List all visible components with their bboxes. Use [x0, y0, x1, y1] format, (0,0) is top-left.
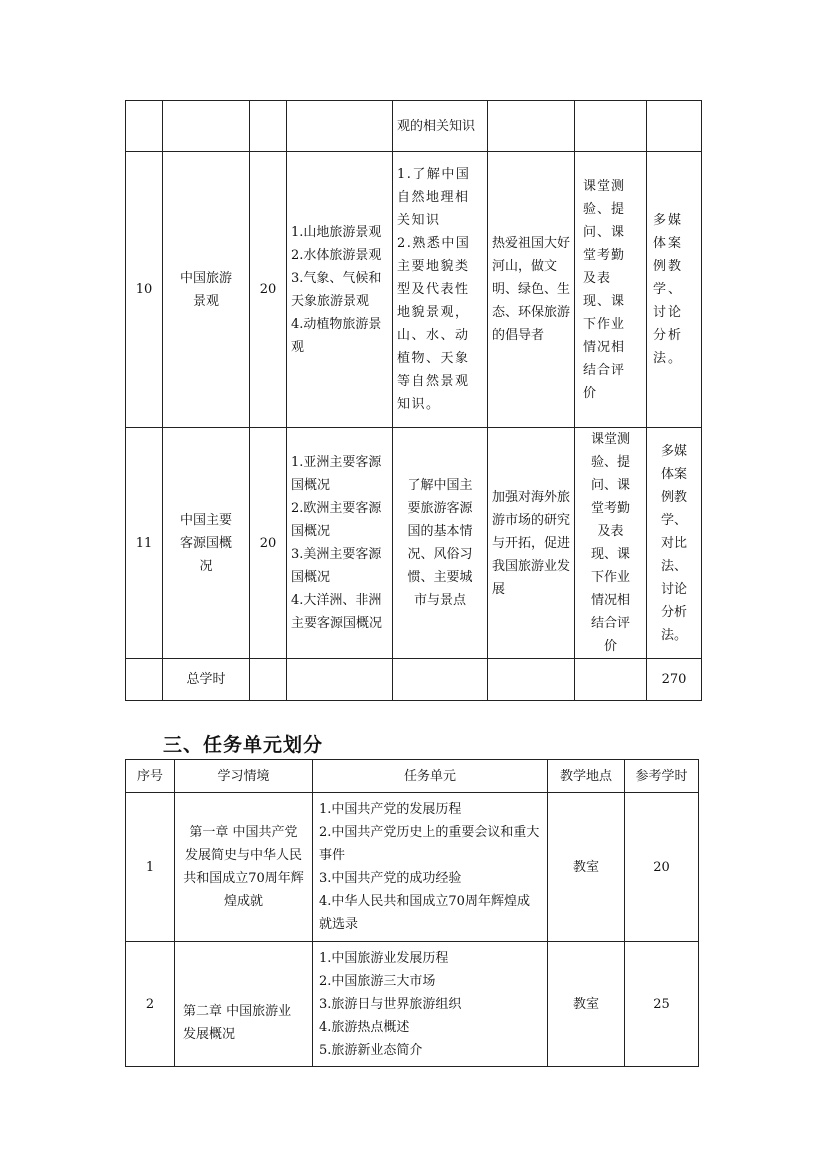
topic-cell: 中国主要客源国概况 — [163, 428, 250, 659]
header-cell: 任务单元 — [313, 760, 548, 793]
hours-cell: 20 — [250, 152, 287, 428]
unit-line: 2.中国旅游三大市场 — [319, 973, 436, 989]
quality-cell: 热爱祖国大好河山，做文明、绿色、生态、环保旅游的倡导者 — [488, 152, 575, 428]
hours-cell: 20 — [250, 428, 287, 659]
unit-line: 1.中国旅游业发展历程 — [319, 950, 449, 966]
scenario-cell: 第一章 中国共产党发展简史与中华人民共和国成立70周年辉煌成就 — [175, 793, 313, 942]
scenario-cell: 第二章 中国旅游业发展概况 — [175, 942, 313, 1067]
hours-cell: 20 — [625, 793, 699, 942]
knowledge-line: 1.了解中国自然地理相关知识 — [397, 167, 471, 228]
content-line: 2.水体旅游景观 — [291, 247, 382, 263]
curriculum-table — [125, 100, 702, 701]
topic-cell: 中国旅游景观 — [163, 152, 250, 428]
unit-line: 2.中国共产党历史上的重要会议和重大事件 — [319, 825, 540, 863]
header-cell: 学习情境 — [175, 760, 313, 793]
unit-line: 4.旅游热点概述 — [319, 1019, 410, 1035]
table-row — [126, 428, 702, 659]
header-cell: 参考学时 — [625, 760, 699, 793]
unit-line: 4.中华人民共和国成立70周年辉煌成就选录 — [319, 894, 530, 932]
knowledge-line: 2.熟悉中国主要地貌类型及代表性地貌景观，山、水、动植物、天象等自然景观知识。 — [397, 236, 471, 412]
content-cell — [287, 152, 393, 428]
header-cell: 序号 — [126, 760, 175, 793]
task-unit-table — [125, 759, 699, 1067]
knowledge-cell: 观的相关知识 — [393, 101, 488, 152]
method-cell: 多媒体案例教学、讨论分析法。 — [647, 152, 702, 428]
table-row — [126, 793, 699, 942]
total-value: 270 — [647, 659, 702, 701]
place-cell: 教室 — [548, 942, 625, 1067]
units-cell — [313, 942, 548, 1067]
unit-line: 5.旅游新业态简介 — [319, 1042, 423, 1058]
unit-line: 3.旅游日与世界旅游组织 — [319, 996, 462, 1012]
place-cell: 教室 — [548, 793, 625, 942]
content-line: 3.美洲主要客源国概况 — [291, 547, 382, 585]
table-row — [126, 101, 702, 152]
assessment-cell: 课堂测验、提问、课堂考勤及表现、课下作业情况相结合评价 — [575, 152, 647, 428]
content-line: 1.山地旅游景观 — [291, 224, 382, 240]
knowledge-cell — [393, 152, 488, 428]
content-line: 3.气象、气候和天象旅游景观 — [291, 270, 382, 309]
content-line: 2.欧洲主要客源国概况 — [291, 501, 382, 539]
unit-line: 1.中国共产党的发展历程 — [319, 802, 462, 817]
table-row — [126, 152, 702, 428]
row-number: 11 — [126, 428, 163, 659]
section-title: 三、任务单元划分 — [163, 734, 324, 756]
header-row — [126, 760, 699, 793]
header-cell: 教学地点 — [548, 760, 625, 793]
quality-cell: 加强对海外旅游市场的研究与开拓，促进我国旅游业发展 — [488, 428, 575, 659]
assessment-cell: 课堂测验、提问、课堂考勤及表现、课下作业情况相结合评价 — [575, 428, 647, 659]
total-label: 总学时 — [163, 659, 250, 701]
table-row — [126, 659, 702, 701]
content-line: 1.亚洲主要客源国概况 — [291, 455, 382, 493]
hours-cell: 25 — [625, 942, 699, 1067]
table-row — [126, 942, 699, 1067]
unit-line: 3.中国共产党的成功经验 — [319, 871, 462, 886]
content-line: 4.动植物旅游景观 — [291, 316, 382, 355]
content-line: 4.大洋洲、非洲主要客源国概况 — [291, 593, 383, 631]
row-number: 2 — [126, 942, 175, 1067]
method-cell: 多媒体案例教学、对比法、讨论分析法。 — [647, 428, 702, 659]
units-cell — [313, 793, 548, 942]
knowledge-cell: 了解中国主要旅游客源国的基本情况、风俗习惯、主要城市与景点 — [393, 428, 488, 659]
row-number: 10 — [126, 152, 163, 428]
row-number: 1 — [126, 793, 175, 942]
content-cell — [287, 428, 393, 659]
